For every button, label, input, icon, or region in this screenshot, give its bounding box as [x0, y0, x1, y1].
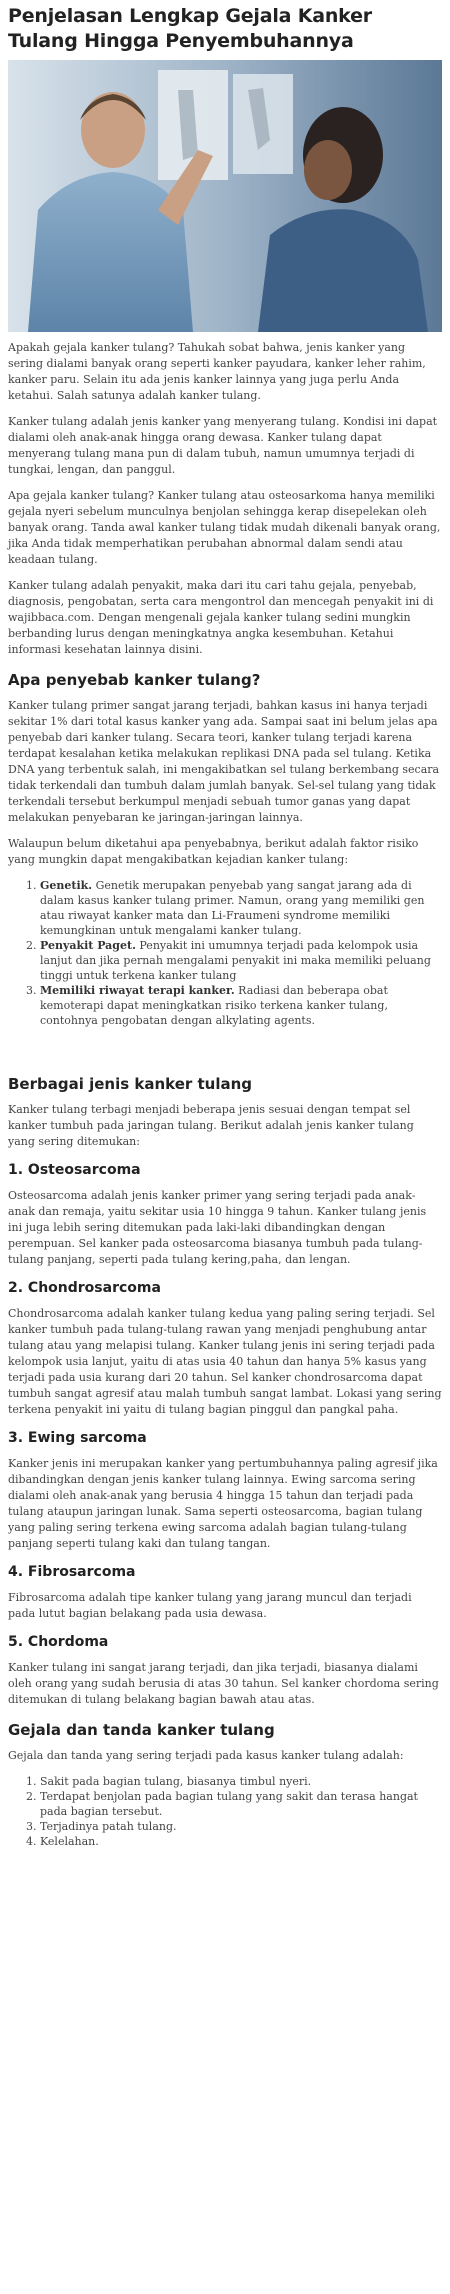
hero-image [8, 60, 442, 332]
risk-factor-list [8, 878, 442, 1028]
types-intro: Kanker tulang terbagi menjadi beberapa jenis sesuai dengan tempat sel kanker tumbuh pada jaringan tulang. Berikut adalah jenis kanker tulang yang sering ditemukan: [8, 1103, 414, 1148]
section-heading-cause: Apa penyebab kanker tulang? [8, 671, 261, 689]
list-item: 3. Terjadinya patah tulang. [40, 1819, 442, 1834]
type-heading: 1. Osteosarcoma [8, 1162, 141, 1178]
type-heading: 3. Ewing sarcoma [8, 1430, 147, 1446]
xray-doctors-illustration [8, 60, 442, 332]
section-heading-symptoms: Gejala dan tanda kanker tulang [8, 1721, 275, 1739]
risk-factor-text: Penyakit ini umumnya terjadi pada kelompok usia lanjut dan jika pernah mengalami penyakit ini maka memiliki peluang tinggi untuk terkena kanker tulang [40, 939, 431, 982]
list-item [40, 983, 442, 1028]
risk-factor-term: Penyakit Paget. [40, 939, 136, 952]
cause-paragraph: Kanker tulang primer sangat jarang terjadi, bahkan kasus ini hanya terjadi sekitar 1% dari total kasus kanker yang ada. Sampai saat ini belum jelas apa penyebab dari kanker tulang. Secara teori, kanker tulang terjadi karena terdapat kesalahan ketika melakukan replikasi DNA pada sel tulang. Ketika DNA yang terbentuk salah, ini mengakibatkan sel tulang berkembang secara tidak terkendali dan tumbuh dalam jumlah banyak. Sel-sel tulang yang tidak terkendali tersebut berkumpul menjadi sebuah tumor ganas yang dapat melakukan penyebaran ke jaringan-jaringan lainnya. [8, 699, 440, 824]
list-item: 2. Terdapat benjolan pada bagian tulang yang sakit dan terasa hangat pada bagian tersebut. [40, 1789, 442, 1819]
cause-paragraph: Walaupun belum diketahui apa penyebabnya, berikut adalah faktor risiko yang mungkin dapat mengakibatkan kejadian kanker tulang: [8, 837, 419, 866]
intro-paragraph: Apakah gejala kanker tulang? Tahukah sobat bahwa, jenis kanker yang sering dialami banyak orang seperti kanker payudara, kanker leher rahim, kanker paru. Selain itu ada jenis kanker lainnya yang juga perlu Anda ketahui. Salah satunya adalah kanker tulang. [8, 341, 426, 402]
type-paragraph: Kanker tulang ini sangat jarang terjadi, dan jika terjadi, biasanya dialami oleh orang yang sudah berusia di atas 30 tahun. Sel kanker chordoma sering ditemukan di tulang belakang bagian bawah atau atas. [8, 1661, 439, 1706]
risk-factor-text: Radiasi dan beberapa obat kemoterapi dapat meningkatkan risiko terkena kanker tulang, contohnya pengobatan dengan alkylating agents. [40, 984, 388, 1027]
list-item [40, 938, 442, 983]
intro-paragraph: Kanker tulang adalah jenis kanker yang menyerang tulang. Kondisi ini dapat dialami oleh anak-anak hingga orang dewasa. Kanker tulang dapat menyerang tulang mana pun di dalam tubuh, namun umumnya terjadi di tungkai, lengan, dan panggul. [8, 415, 438, 476]
intro-paragraph: Apa gejala kanker tulang? Kanker tulang atau osteosarkoma hanya memiliki gejala nyeri sebelum munculnya benjolan sehingga kerap disepelekan oleh banyak orang. Tanda awal kanker tulang tidak mudah dikenali banyak orang, jika Anda tidak memperhatikan perubahan abnormal dalam sendi atau keadaan tulang. [8, 489, 441, 566]
list-item: 1. Sakit pada bagian tulang, biasanya timbul nyeri. [40, 1774, 442, 1789]
type-paragraph: Kanker jenis ini merupakan kanker yang pertumbuhannya paling agresif jika dibandingkan dengan jenis kanker tulang lainnya. Ewing sarcoma sering dialami oleh anak-anak yang berusia 4 hingga 15 tahun dan terjadi pada tulang ataupun jaringan lunak. Sama seperti osteosarcoma, bagian tulang yang paling sering terkena ewing sarcoma adalah bagian tulang-tulang panjang seperti tulang kaki dan tulang tangan. [8, 1457, 438, 1550]
list-item: 4. Kelelahan. [40, 1834, 442, 1849]
risk-factor-text: Genetik merupakan penyebab yang sangat jarang ada di dalam kasus kanker tulang primer. Namun, orang yang memiliki gen atau riwayat kanker mata dan Li-Fraumeni syndrome memiliki kemungkinan untuk mengalami kanker tulang. [40, 879, 425, 937]
type-paragraph: Osteosarcoma adalah jenis kanker primer yang sering terjadi pada anak-anak dan remaja, yaitu sekitar usia 10 hingga 9 tahun. Kanker tulang jenis ini juga lebih sering ditemukan pada laki-laki dibandingkan dengan perempuan. Sel kanker pada osteosarcoma biasanya tumbuh pada tulang-tulang panjang, seperti pada tulang kering,paha, dan lengan. [8, 1189, 427, 1266]
list-item [40, 878, 442, 938]
symptoms-intro: Gejala dan tanda yang sering terjadi pada kasus kanker tulang adalah: [8, 1749, 404, 1762]
intro-paragraph: Kanker tulang adalah penyakit, maka dari itu cari tahu gejala, penyebab, diagnosis, pengobatan, serta cara mengontrol dan mencegah penyakit ini di wajibbaca.com. Dengan mengenali gejala kanker tulang sedini mungkin berbanding lurus dengan meningkatnya angka kesembuhan. Ketahui informasi kesehatan lainnya disini. [8, 579, 434, 656]
type-heading: 4. Fibrosarcoma [8, 1564, 136, 1580]
type-paragraph: Chondrosarcoma adalah kanker tulang kedua yang paling sering terjadi. Sel kanker tumbuh pada tulang-tulang rawan yang menjadi penghubung antar tulang atau yang melapisi tulang. Kanker tulang jenis ini sering terjadi pada kelompok usia lanjut, yaitu di atas usia 40 tahun dan hanya 5% kasus yang terjadi pada usia kurang dari 20 tahun. Sel kanker chondrosarcoma dapat tumbuh sangat agresif atau malah tumbuh sangat lambat. Lokasi yang sering terkena penyakit ini yaitu di tulang bagian pinggul dan pangkal paha. [8, 1307, 442, 1416]
symptom-list [8, 1774, 442, 1849]
risk-factor-term: Genetik. [40, 879, 93, 892]
type-heading: 5. Chordoma [8, 1634, 109, 1650]
risk-factor-term: Memiliki riwayat terapi kanker. [40, 984, 235, 997]
article [0, 4, 450, 1849]
type-paragraph: Fibrosarcoma adalah tipe kanker tulang yang jarang muncul dan terjadi pada lutut bagian belakang pada usia dewasa. [8, 1591, 412, 1620]
section-heading-types: Berbagai jenis kanker tulang [8, 1075, 253, 1093]
article-title: Penjelasan Lengkap Gejala Kanker Tulang Hingga Penyembuhannya [8, 5, 372, 52]
type-heading: 2. Chondrosarcoma [8, 1280, 161, 1296]
section-spacer [8, 1038, 442, 1062]
